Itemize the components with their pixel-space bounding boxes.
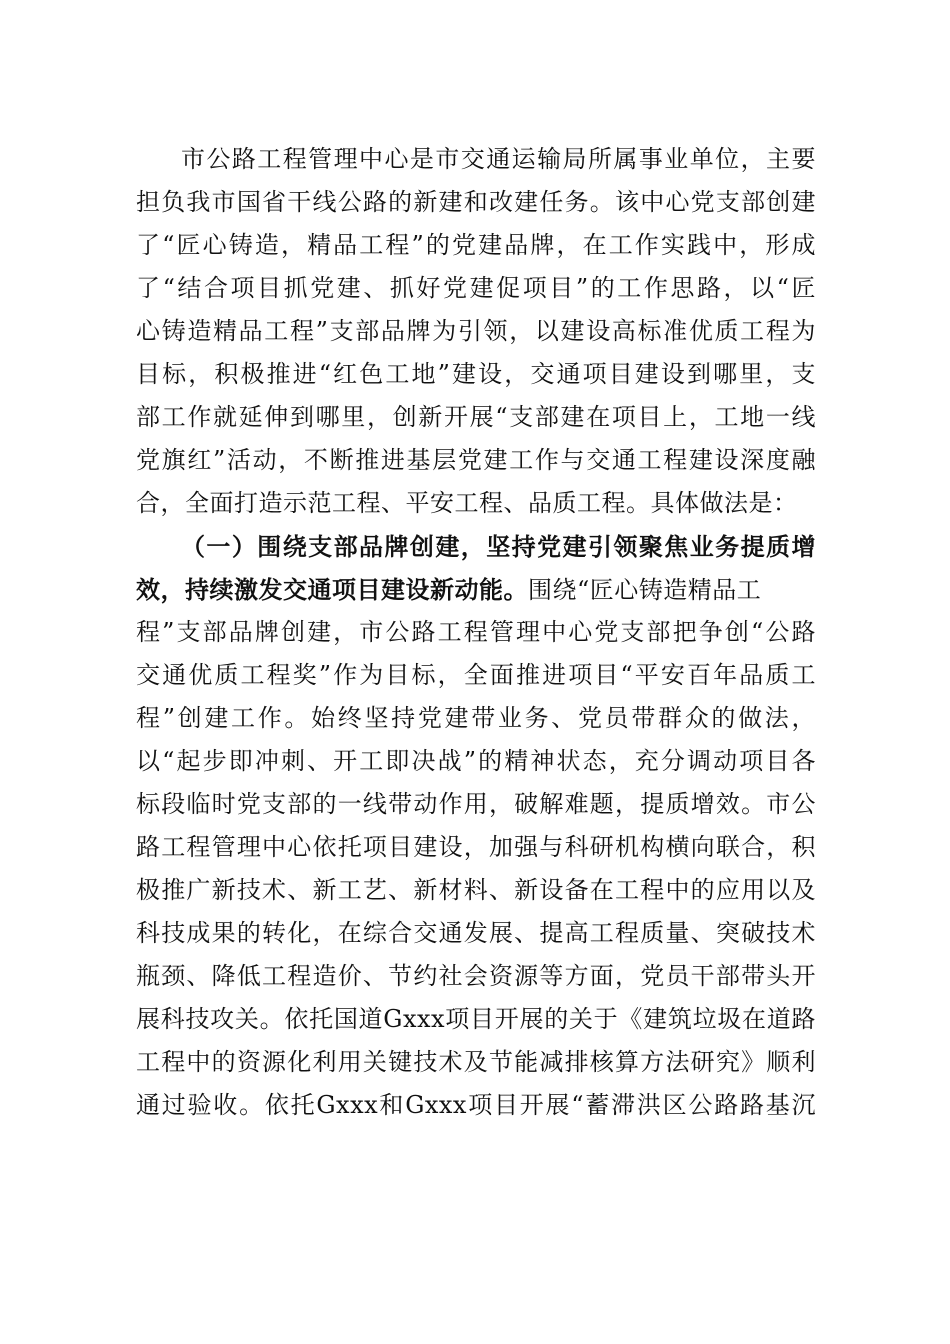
paragraph-line: 工程中的资源化利用关键技术及节能减排核算方法研究》顺利 xyxy=(136,1048,816,1076)
paragraph-line: 程”创建工作。始终坚持党建带业务、党员带群众的做法， xyxy=(136,704,816,732)
paragraph-line: 交通优质工程奖”作为目标，全面推进项目“平安百年品质工 xyxy=(136,661,816,689)
paragraph-line: 科技成果的转化，在综合交通发展、提高工程质量、突破技术 xyxy=(136,919,816,947)
paragraph-line: 瓶颈、降低工程造价、节约社会资源等方面，党员干部带头开 xyxy=(136,962,816,990)
paragraph-line: 极推广新技术、新工艺、新材料、新设备在工程中的应用以及 xyxy=(136,876,816,904)
paragraph-line: 目标，积极推进“红色工地”建设，交通项目建设到哪里，支 xyxy=(136,360,816,388)
paragraph-line: 以“起步即冲刺、开工即决战”的精神状态，充分调动项目各 xyxy=(136,747,816,775)
paragraph-line: 了“匠心铸造，精品工程”的党建品牌，在工作实践中，形成 xyxy=(136,231,816,259)
paragraph-line: 展科技攻关。依托国道Gxxx项目开展的关于《建筑垃圾在道路 xyxy=(136,1005,816,1033)
paragraph-line: 部工作就延伸到哪里，创新开展“支部建在项目上，工地一线 xyxy=(136,403,816,431)
paragraph-line: 心铸造精品工程”支部品牌为引领，以建设高标准优质工程为 xyxy=(136,317,816,345)
paragraph-line: 市公路工程管理中心是市交通运输局所属事业单位，主要 xyxy=(181,145,816,173)
paragraph-line: 合，全面打造示范工程、平安工程、品质工程。具体做法是： xyxy=(136,489,798,517)
paragraph-line: 程”支部品牌创建，市公路工程管理中心党支部把争创“公路 xyxy=(136,618,816,646)
paragraph-line: 担负我市国省干线公路的新建和改建任务。该中心党支部创建 xyxy=(136,188,816,216)
section-body-start: 围绕“匠心铸造精品工 xyxy=(528,576,762,604)
section-heading-tail: 效，持续激发交通项目建设新动能。 xyxy=(136,575,528,604)
section-heading-line: （一）围绕支部品牌创建，坚持党建引领聚焦业务提质增 xyxy=(181,532,816,561)
paragraph-line: 路工程管理中心依托项目建设，加强与科研机构横向联合，积 xyxy=(136,833,816,861)
section-line-mixed xyxy=(136,571,816,608)
paragraph-line: 了“结合项目抓党建、抓好党建促项目”的工作思路，以“匠 xyxy=(136,274,816,302)
paragraph-line: 标段临时党支部的一线带动作用，破解难题，提质增效。市公 xyxy=(136,790,816,818)
paragraph-line: 通过验收。依托Gxxx和Gxxx项目开展“蓄滞洪区公路路基沉 xyxy=(136,1091,816,1119)
paragraph-line: 党旗红”活动，不断推进基层党建工作与交通工程建设深度融 xyxy=(136,446,816,474)
